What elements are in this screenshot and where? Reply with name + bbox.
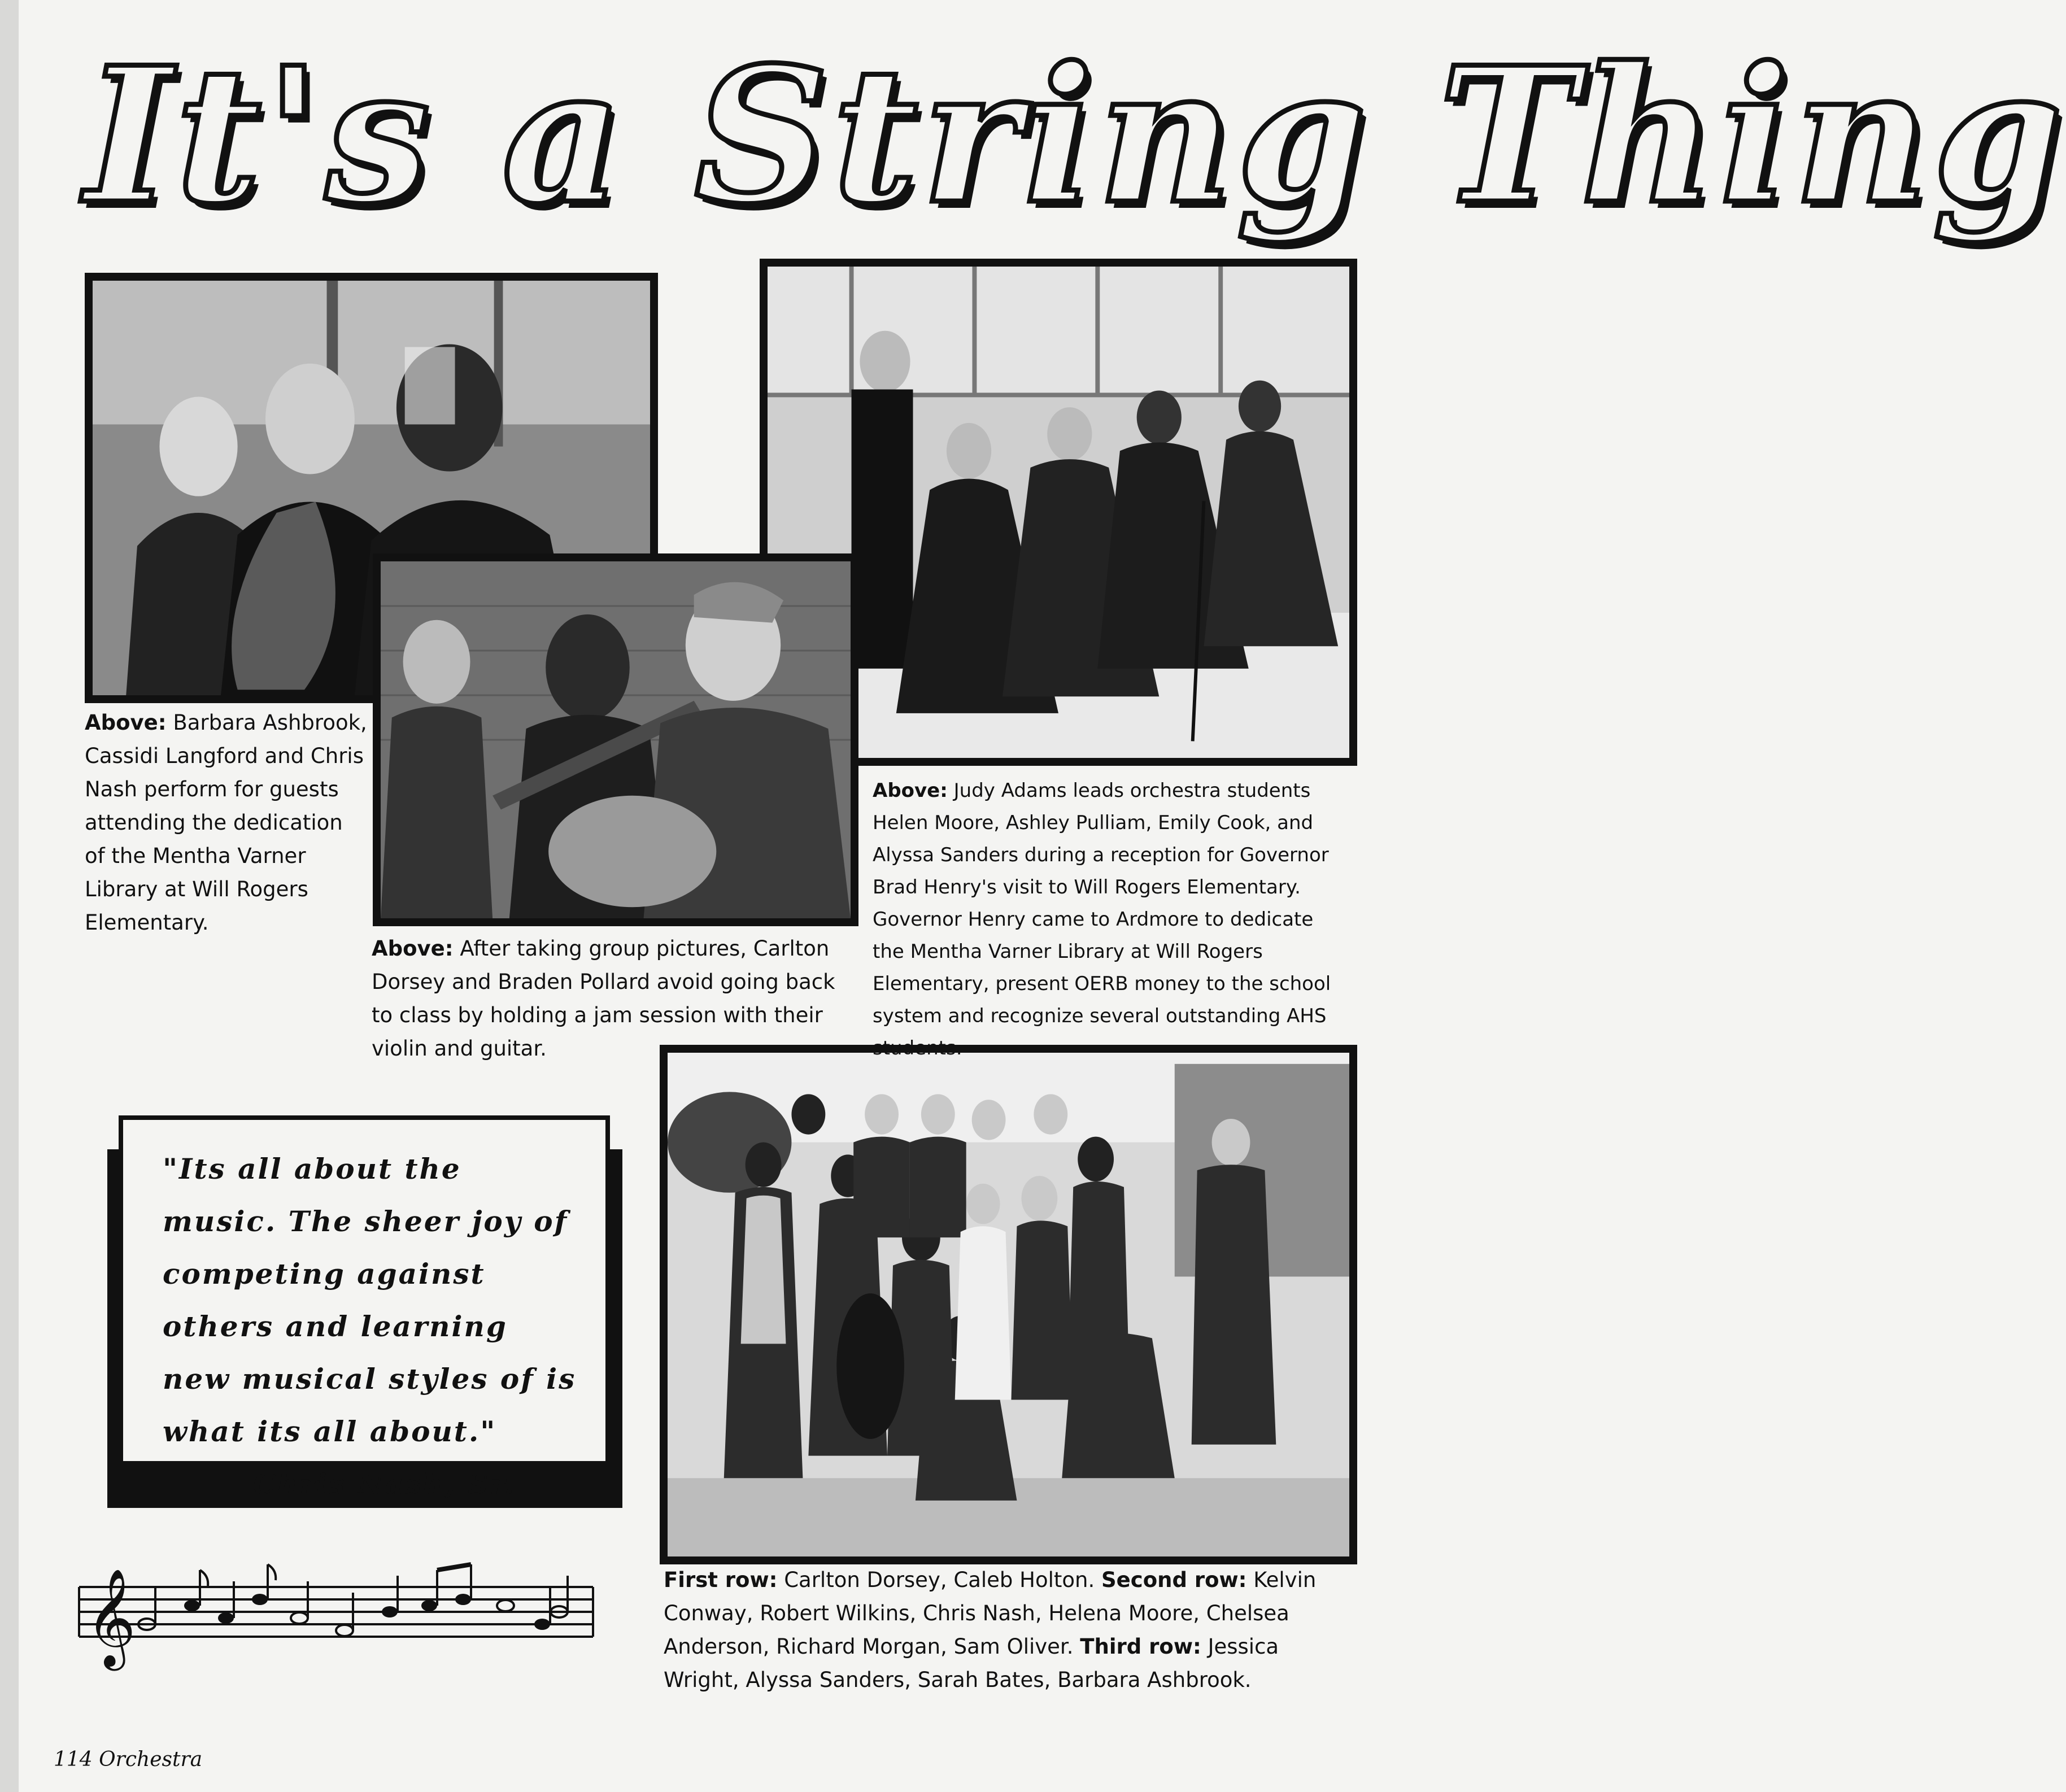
caption-text: After taking group pictures, Carlton Dorsey and Braden Pollard avoid going back to class by holding a jam session with their violin and guitar. (372, 936, 835, 1061)
music-staff-illustration (73, 1564, 599, 1667)
caption-text-second-row: Kelvin Conway, Robert Wilkins, Chris Nash, Helena Moore, Chelsea Anderson, Richard Morgan, Sam Oliver. (664, 1568, 1317, 1659)
caption-lead-third-row: Third row: (1080, 1634, 1201, 1659)
caption-lead: Above: (85, 710, 167, 735)
caption-lead: Above: (873, 779, 948, 802)
caption-lead-first-row: First row: (664, 1568, 778, 1592)
quote-attribution: Chris Nash, Sr. (253, 1467, 516, 1501)
caption-text-first-row: Carlton Dorsey, Caleb Holton. (777, 1568, 1102, 1592)
caption-group (664, 1563, 1339, 1697)
caption-reception (873, 775, 1339, 1065)
page-title: It's a String Thing (85, 26, 2066, 245)
caption-cello-trio (85, 706, 367, 939)
caption-text: Barbara Ashbrook, Cassidi Langford and Chris Nash perform for guests attending the dedication of the Mentha Varner Library at Will Rogers Elementary. (85, 710, 367, 935)
svg-text:𝄞: 𝄞 (86, 1568, 136, 1667)
quote-box (119, 1115, 610, 1501)
caption-text: Judy Adams leads orchestra students Helen Moore, Ashley Pulliam, Emily Cook, and Alyssa Sanders during a reception for Governor Brad Henry's visit to Will Rogers Elementary. Governor Henry came to Ardmore to dedicate the Mentha Varner Library at Will Rogers Elementary, present OERB money to the school system and recognize several outstanding AHS students. (873, 779, 1331, 1059)
photo-orchestra-group (660, 1045, 1357, 1564)
caption-jam-session (372, 932, 857, 1065)
photo-jam-session (373, 553, 858, 926)
caption-lead: Above: (372, 936, 454, 961)
caption-lead-second-row: Second row: (1101, 1568, 1247, 1592)
page-folio: 114 Orchestra (54, 1748, 203, 1771)
page-edge (0, 0, 19, 1792)
caption-text-third-row: Jessica Wright, Alyssa Sanders, Sarah Bates, Barbara Ashbrook. (664, 1634, 1279, 1692)
quote-text: "Its all about the music. The sheer joy of competing against others and learning new musical styles of is what its all about." (163, 1152, 577, 1448)
